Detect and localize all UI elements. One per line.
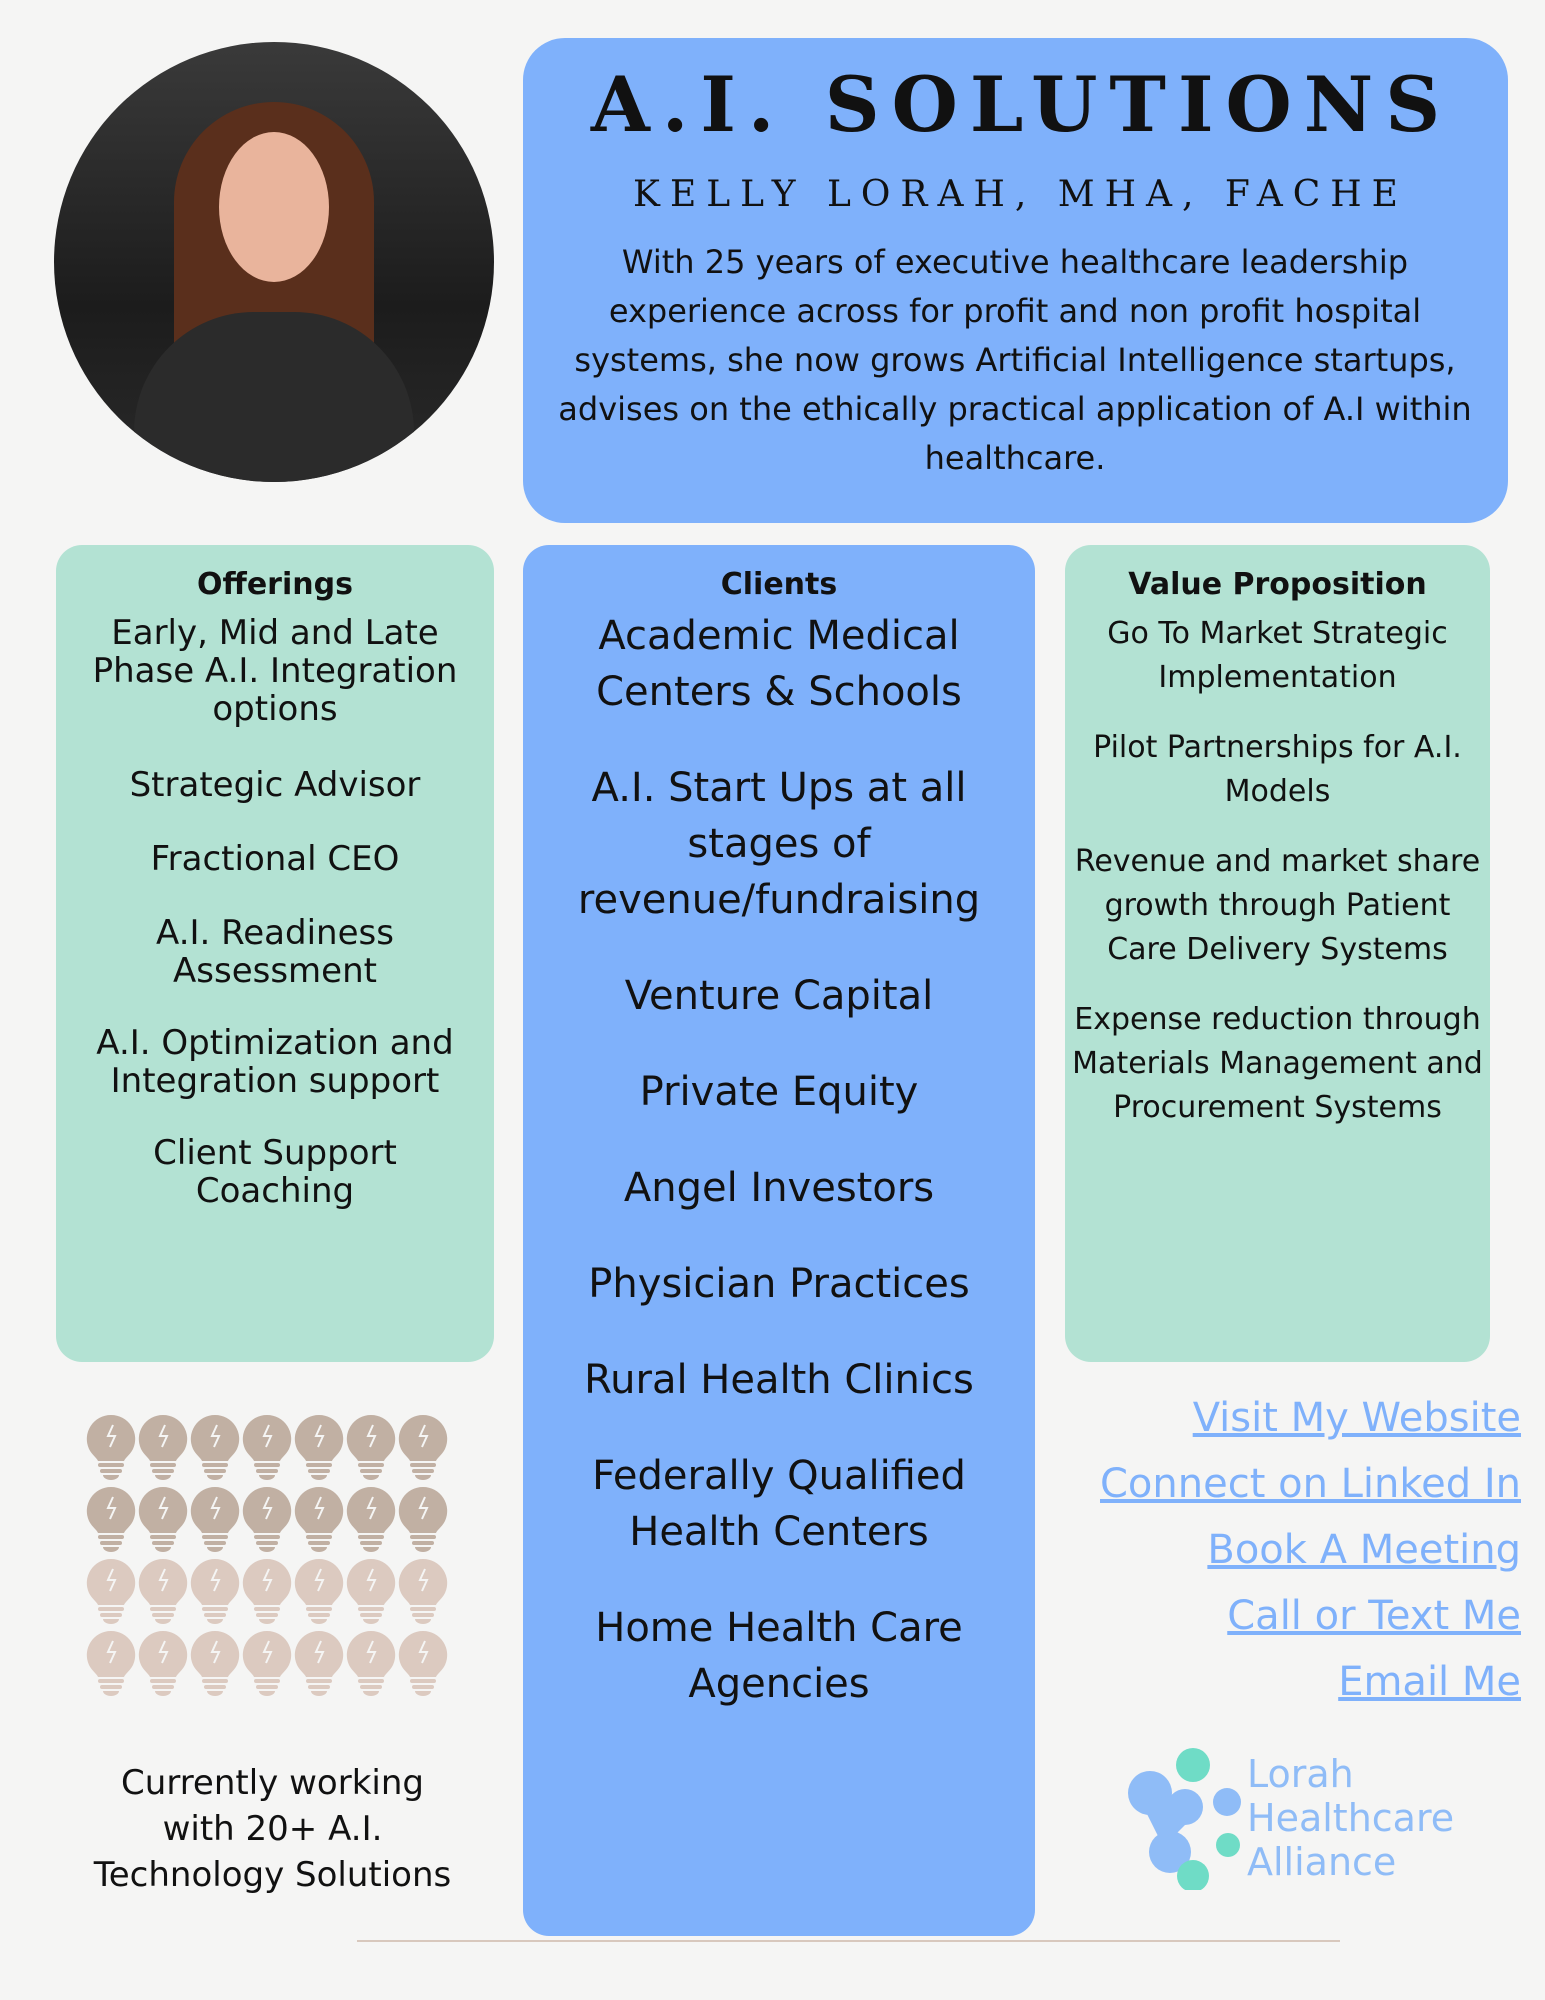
lightbulb-icon [241, 1413, 293, 1481]
lightbulb-icon [137, 1485, 189, 1553]
offering-item: Fractional CEO [150, 839, 400, 879]
client-item: Rural Health Clinics [584, 1357, 974, 1403]
offering-item: Early, Mid and Late Phase A.I. Integration options [92, 613, 458, 729]
profile-photo [54, 42, 494, 482]
lightbulb-icon [241, 1485, 293, 1553]
lightbulb-grid [85, 1413, 449, 1697]
offerings-heading: Offerings [197, 567, 353, 602]
value-proposition-panel [1065, 545, 1490, 1362]
client-item: Angel Investors [623, 1165, 935, 1211]
lightbulb-icon [189, 1629, 241, 1697]
lightbulb-icon [345, 1485, 397, 1553]
logo-line: Lorah [1247, 1752, 1354, 1796]
client-item: Academic Medical Centers & Schools [596, 613, 962, 715]
value-item: Go To Market Strategic Implementation [1107, 616, 1448, 695]
book-meeting-link[interactable]: Book A Meeting [1207, 1527, 1521, 1573]
lightbulb-icon [189, 1557, 241, 1625]
lightbulb-icon [397, 1413, 449, 1481]
lightbulb-icon [293, 1557, 345, 1625]
linkedin-link[interactable]: Connect on Linked In [1100, 1461, 1521, 1507]
lightbulb-icon [345, 1629, 397, 1697]
lightbulb-icon [85, 1629, 137, 1697]
value-heading: Value Proposition [1128, 567, 1427, 602]
client-item: A.I. Start Ups at all stages of revenue/fundraising [577, 765, 981, 923]
logo-text [1247, 1752, 1454, 1884]
lightbulb-icon [345, 1557, 397, 1625]
offering-item: Strategic Advisor [129, 765, 421, 805]
contact-links [1100, 1385, 1521, 1715]
client-item: Federally Qualified Health Centers [592, 1453, 966, 1555]
offerings-panel [56, 545, 494, 1362]
lightbulb-icon [293, 1629, 345, 1697]
lightbulb-icon [397, 1485, 449, 1553]
lightbulb-icon [137, 1413, 189, 1481]
lightbulb-icon [397, 1629, 449, 1697]
clients-panel [523, 545, 1035, 1936]
client-item: Venture Capital [624, 973, 934, 1019]
bio-text: With 25 years of executive healthcare leadership experience across for profit and non profit hospital systems, she now grows Artificial Intelligence startups, advises on the ethically practical application of A.I within healthcare. [558, 243, 1472, 477]
lightbulb-icon [241, 1557, 293, 1625]
person-name: KELLY LORAH, MHA, FACHE [633, 174, 1408, 215]
client-item: Private Equity [639, 1069, 919, 1115]
lightbulb-icon [293, 1485, 345, 1553]
email-link[interactable]: Email Me [1338, 1659, 1521, 1705]
lightbulb-icon [137, 1629, 189, 1697]
lightbulb-icon [189, 1485, 241, 1553]
lightbulb-icon [137, 1557, 189, 1625]
lightbulb-icon [85, 1413, 137, 1481]
value-item: Revenue and market share growth through Patient Care Delivery Systems [1074, 844, 1481, 967]
stats-text: Currently working with 20+ A.I. Technology Solutions [93, 1763, 452, 1895]
lightbulb-icon [189, 1413, 241, 1481]
logo-line: Healthcare [1247, 1796, 1455, 1840]
value-item: Pilot Partnerships for A.I. Models [1093, 730, 1462, 809]
lightbulb-icon [241, 1629, 293, 1697]
client-item: Home Health Care Agencies [595, 1605, 963, 1707]
lightbulb-icon [85, 1557, 137, 1625]
page-title: A.I. SOLUTIONS [590, 60, 1453, 149]
divider [357, 1940, 1340, 1942]
lightbulb-icon [345, 1413, 397, 1481]
offering-item: A.I. Optimization and Integration support [96, 1023, 454, 1101]
lightbulb-icon [293, 1413, 345, 1481]
lightbulb-icon [85, 1485, 137, 1553]
value-item: Expense reduction through Materials Management and Procurement Systems [1072, 1002, 1483, 1125]
call-text-link[interactable]: Call or Text Me [1227, 1593, 1521, 1639]
clients-heading: Clients [720, 567, 838, 602]
website-link[interactable]: Visit My Website [1192, 1395, 1521, 1441]
client-item: Physician Practices [588, 1261, 970, 1307]
offering-item: Client Support Coaching [153, 1133, 397, 1211]
offering-item: A.I. Readiness Assessment [156, 913, 394, 991]
logo-line: Alliance [1247, 1840, 1397, 1884]
lightbulb-icon [397, 1557, 449, 1625]
